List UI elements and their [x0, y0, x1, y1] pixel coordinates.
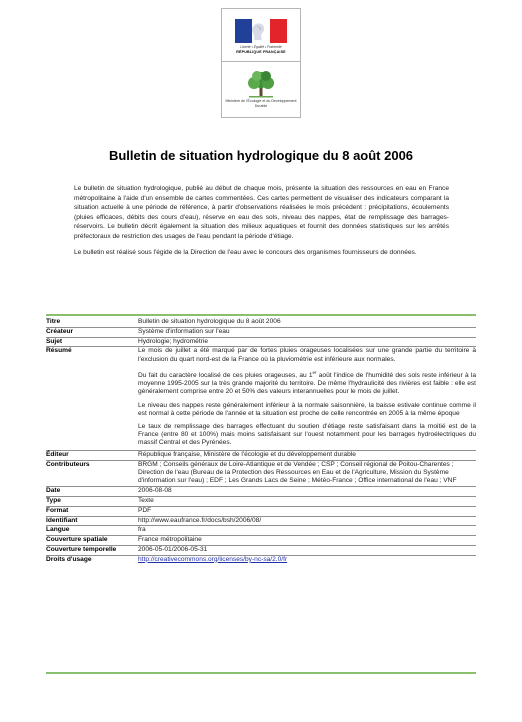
field-value: 2006-05-01/2006-05-31	[138, 545, 208, 553]
document-title: Bulletin de situation hydrologique du 8 août 2006	[108, 148, 414, 163]
field-label: Titre	[46, 318, 61, 325]
field-value: 2006-08-08	[138, 487, 172, 495]
field-value	[138, 555, 476, 564]
summary-paragraph: Le taux de remplissage des barrages effectuant du soutien d'étiage reste satisfaisant dans la moitié est de la France (entre 80 et 100%) mais moins satisfaisant sur l'ouest notamment pour les barrages hydroélectriques du massif Central et des Pyrénées.	[138, 423, 476, 447]
field-value: Hydrologie; hydrométrie	[138, 337, 208, 345]
field-label: Droits d'usage	[46, 555, 92, 563]
field-label: Éditeur	[46, 451, 69, 459]
table-row	[46, 327, 476, 337]
intro-paragraph: Le bulletin est réalisé sous l'égide de la Direction de l'eau avec le concours des organismes fournisseurs de données.	[74, 248, 417, 256]
table-row	[46, 318, 476, 327]
field-value: République française, Ministère de l'écologie et du développement durable	[138, 451, 356, 459]
logo-block	[221, 8, 301, 118]
field-value: http://www.eaufrance.fr/docs/bsh/2006/08/	[138, 516, 262, 524]
table-row	[46, 497, 476, 507]
rights-license-link[interactable]: http://creativecommons.org/licenses/by-nc-sa/2.0/fr	[138, 555, 288, 563]
table-row	[46, 461, 476, 487]
field-label: Contributeurs	[46, 461, 90, 468]
field-label: Format	[46, 506, 69, 514]
top-divider	[46, 314, 476, 316]
field-label: Identifiant	[46, 516, 78, 524]
bottom-divider	[46, 672, 476, 674]
summary-paragraph: Le niveau des nappes reste généralement inférieur à la normale saisonnière, la baisse estivale continue comme il est normal à cette période de l'année et la situation est proche de celle rencontrée en 2005 à la même époque	[138, 401, 476, 417]
table-row	[46, 555, 476, 564]
field-label: Résumé	[46, 347, 72, 355]
metadata-table	[46, 318, 476, 565]
field-label: Couverture temporelle	[46, 545, 117, 553]
ministry-tree-icon	[243, 69, 279, 99]
summary-paragraph: Du fait du caractère localisé de ces pluies orageuses, au 1er août l'indice de l'humidité des sols reste inférieur à la moyenne 1995-2005 sur la très grande majorité du territoire. De même l'hydraulicité des rivières est faible : elle est généralement comprise entre 20 et 50% des valeurs interannuelles pour le mois de juillet.	[138, 369, 476, 396]
field-value: Bulletin de situation hydrologique du 8 août 2006	[138, 318, 281, 325]
ministry-name: Ministère de l'Écologie et du Développement Durable	[225, 99, 297, 108]
field-value: BRGM ; Conseils généraux de Loire-Atlantique et de Vendée ; CSP ; Conseil régional de Poitou-Charentes ; Direction de l'eau (Bureau de la Protection des Ressources en Eau et de l'Agriculture, Mission du Système d'information sur l'eau) ; EDF ; Les Grands Lacs de Seine ; Météo-France ; Office international de l'eau ; VNF	[138, 461, 457, 485]
field-label: Sujet	[46, 337, 63, 345]
introduction	[74, 184, 449, 263]
field-value: Système d'information sur l'eau	[138, 327, 230, 335]
field-label: Type	[46, 497, 61, 504]
summary-paragraph: Le mois de juillet a été marqué par de fortes pluies orageuses localisées sur une grande partie du territoire à l'exclusion du quart nord-est de la France où la pluviométrie est inférieure aux normales.	[138, 347, 476, 363]
table-row	[46, 526, 476, 536]
marianne-icon	[248, 22, 270, 42]
table-row	[46, 506, 476, 516]
intro-paragraph: Le bulletin de situation hydrologique, publié au début de chaque mois, présente la situation des ressources en eau en France métropolitaine à l'aide d'un ensemble de cartes commentées. Ces cartes permettent de visualiser des indicateurs comparant la situation actuelle à une période de référence, à partir d'observations réalisées le mois précédent : précipitations, écoulements (pluies efficaces, débits des cours d'eau), réserve en eau des sols, niveau des nappes, état de remplissage des barrages-réservoirs. Le bulletin décrit également la situation des milieux aquatiques et fournit des données statistiques sur les arrêtés préfectoraux de restriction des usages de l'eau pendant la période d'étiage.	[74, 185, 449, 240]
field-label: Date	[46, 487, 61, 495]
summary-value	[138, 347, 476, 451]
table-row	[46, 347, 476, 451]
field-value: France métropolitaine	[138, 536, 202, 544]
field-value: Texte	[138, 497, 154, 504]
field-label: Langue	[46, 526, 70, 534]
table-row	[46, 545, 476, 555]
republic-name: RÉPUBLIQUE FRANÇAISE	[236, 50, 286, 54]
field-label: Créateur	[46, 327, 74, 335]
table-row	[46, 487, 476, 497]
table-row	[46, 451, 476, 461]
republique-francaise-logo	[222, 9, 300, 62]
field-value: PDF	[138, 506, 152, 514]
table-row	[46, 536, 476, 546]
field-label: Couverture spatiale	[46, 536, 108, 544]
table-row	[46, 516, 476, 526]
republic-motto: Liberté • Égalité • Fraternité	[240, 45, 282, 49]
field-value: fra	[138, 526, 146, 534]
table-row	[46, 337, 476, 347]
